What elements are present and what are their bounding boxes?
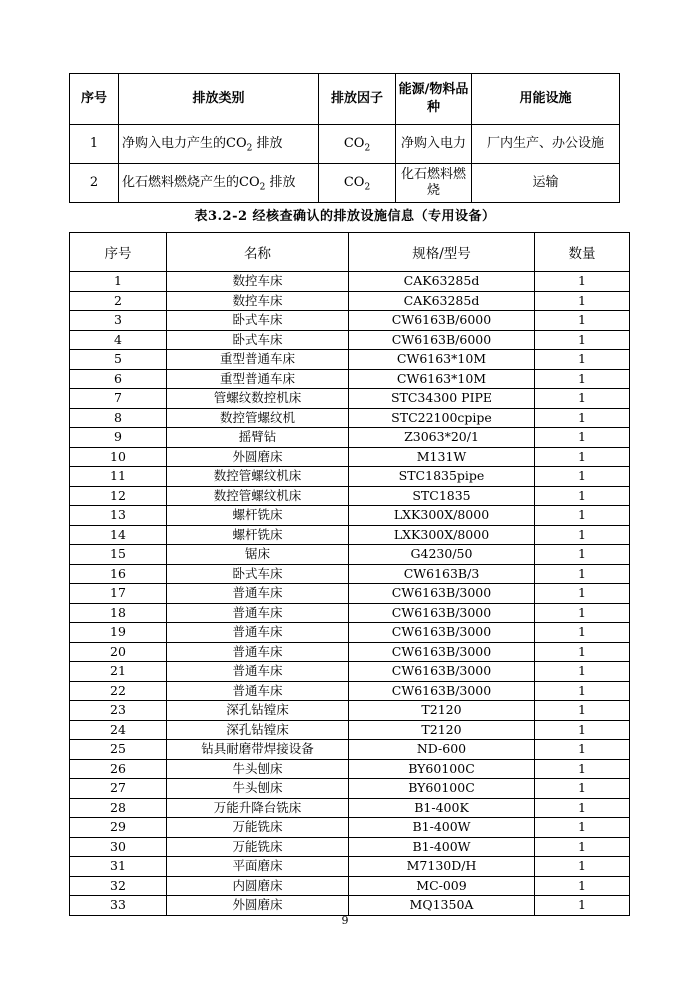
cell-no: 1 — [70, 125, 119, 164]
table-row — [70, 369, 630, 389]
cell-name: 重型普通车床 — [167, 350, 349, 370]
cell-quantity: 1 — [535, 642, 630, 662]
cell-name: 牛头刨床 — [167, 759, 349, 779]
cell-model: ND-600 — [349, 740, 535, 760]
cell-name: 普通车床 — [167, 662, 349, 682]
table-row — [70, 545, 630, 565]
cell-model: CW6163B/3000 — [349, 623, 535, 643]
cell-quantity: 1 — [535, 486, 630, 506]
cell-quantity: 1 — [535, 623, 630, 643]
cell-factor: $CO_2$ — [319, 164, 396, 203]
cell-quantity: 1 — [535, 408, 630, 428]
table-row — [70, 779, 630, 799]
cell-no: 27 — [70, 779, 167, 799]
cell-model: CW6163B/3000 — [349, 584, 535, 604]
cell-quantity: 1 — [535, 876, 630, 896]
cell-no: 32 — [70, 876, 167, 896]
cell-quantity: 1 — [535, 291, 630, 311]
cell-quantity: 1 — [535, 330, 630, 350]
cell-no: 17 — [70, 584, 167, 604]
cell-name: 深孔钻镗床 — [167, 701, 349, 721]
cell-name: 万能铣床 — [167, 818, 349, 838]
cell-model: CW6163B/3000 — [349, 642, 535, 662]
cell-name: 万能铣床 — [167, 837, 349, 857]
cell-no: 21 — [70, 662, 167, 682]
table-row — [70, 584, 630, 604]
cell-quantity: 1 — [535, 350, 630, 370]
cell-no: 5 — [70, 350, 167, 370]
table-row — [70, 896, 630, 916]
cell-quantity: 1 — [535, 272, 630, 292]
cell-quantity: 1 — [535, 311, 630, 331]
cell-name: 外圆磨床 — [167, 447, 349, 467]
cell-model: M131W — [349, 447, 535, 467]
table-row — [70, 291, 630, 311]
cell-quantity: 1 — [535, 428, 630, 448]
cell-quantity: 1 — [535, 545, 630, 565]
table-row — [70, 662, 630, 682]
cell-no: 1 — [70, 272, 167, 292]
cell-model: STC34300 PIPE — [349, 389, 535, 409]
cell-quantity: 1 — [535, 467, 630, 487]
cell-model: CW6163B/3000 — [349, 662, 535, 682]
cell-quantity: 1 — [535, 701, 630, 721]
table-row — [70, 125, 620, 164]
table-header-row — [70, 74, 620, 125]
cell-name: 万能升降台铣床 — [167, 798, 349, 818]
header-name: 名称 — [167, 233, 349, 272]
cell-no: 12 — [70, 486, 167, 506]
cell-name: 数控管螺纹机床 — [167, 486, 349, 506]
cell-name: 普通车床 — [167, 584, 349, 604]
cell-name: 钻具耐磨带焊接设备 — [167, 740, 349, 760]
cell-quantity: 1 — [535, 759, 630, 779]
cell-name: 管螺纹数控机床 — [167, 389, 349, 409]
cell-quantity: 1 — [535, 525, 630, 545]
table-row — [70, 272, 630, 292]
cell-quantity: 1 — [535, 584, 630, 604]
table-row — [70, 798, 630, 818]
table-row — [70, 857, 630, 877]
cell-no: 3 — [70, 311, 167, 331]
cell-quantity: 1 — [535, 720, 630, 740]
cell-model: STC1835 — [349, 486, 535, 506]
table-row — [70, 525, 630, 545]
cell-category: 化石燃料燃烧产生的$CO_2$ 排放 — [119, 164, 319, 203]
cell-name: 牛头刨床 — [167, 779, 349, 799]
cell-quantity: 1 — [535, 896, 630, 916]
header-factor: 排放因子 — [319, 74, 396, 125]
cell-no: 10 — [70, 447, 167, 467]
table-row — [70, 603, 630, 623]
cell-no: 24 — [70, 720, 167, 740]
cell-model: BY60100C — [349, 779, 535, 799]
table-row — [70, 876, 630, 896]
cell-quantity: 1 — [535, 662, 630, 682]
cell-model: CW6163*10M — [349, 369, 535, 389]
cell-model: B1-400W — [349, 818, 535, 838]
table-row — [70, 428, 630, 448]
cell-quantity: 1 — [535, 506, 630, 526]
cell-no: 25 — [70, 740, 167, 760]
table-row — [70, 164, 620, 203]
cell-no: 15 — [70, 545, 167, 565]
cell-model: CW6163B/6000 — [349, 311, 535, 331]
cell-model: CW6163B/3 — [349, 564, 535, 584]
cell-name: 深孔钻镗床 — [167, 720, 349, 740]
cell-quantity: 1 — [535, 389, 630, 409]
cell-model: M7130D/H — [349, 857, 535, 877]
cell-name: 平面磨床 — [167, 857, 349, 877]
table-row — [70, 740, 630, 760]
cell-name: 数控车床 — [167, 291, 349, 311]
cell-model: MQ1350A — [349, 896, 535, 916]
cell-quantity: 1 — [535, 857, 630, 877]
cell-no: 16 — [70, 564, 167, 584]
table-row — [70, 408, 630, 428]
cell-model: T2120 — [349, 720, 535, 740]
cell-quantity: 1 — [535, 369, 630, 389]
cell-quantity: 1 — [535, 798, 630, 818]
cell-no: 33 — [70, 896, 167, 916]
cell-quantity: 1 — [535, 681, 630, 701]
cell-model: Z3063*20/1 — [349, 428, 535, 448]
cell-name: 数控管螺纹机床 — [167, 467, 349, 487]
cell-name: 螺杆铣床 — [167, 506, 349, 526]
cell-quantity: 1 — [535, 740, 630, 760]
cell-model: LXK300X/8000 — [349, 506, 535, 526]
cell-name: 螺杆铣床 — [167, 525, 349, 545]
header-no: 序号 — [70, 233, 167, 272]
cell-quantity: 1 — [535, 779, 630, 799]
table-row — [70, 720, 630, 740]
cell-model: B1-400W — [349, 837, 535, 857]
cell-quantity: 1 — [535, 603, 630, 623]
table-caption: 表3.2-2 经核查确认的排放设施信息（专用设备） — [194, 209, 496, 224]
cell-model: LXK300X/8000 — [349, 525, 535, 545]
cell-model: STC22100cpipe — [349, 408, 535, 428]
table-row — [70, 759, 630, 779]
cell-model: CW6163*10M — [349, 350, 535, 370]
cell-no: 8 — [70, 408, 167, 428]
header-energy: 能源/物料品种 — [396, 74, 472, 125]
table-row — [70, 681, 630, 701]
table-row — [70, 642, 630, 662]
cell-quantity: 1 — [535, 818, 630, 838]
cell-no: 4 — [70, 330, 167, 350]
cell-no: 26 — [70, 759, 167, 779]
table-row — [70, 330, 630, 350]
table-row — [70, 447, 630, 467]
header-facility: 用能设施 — [472, 74, 620, 125]
cell-factor: $CO_2$ — [319, 125, 396, 164]
cell-no: 30 — [70, 837, 167, 857]
header-quantity: 数量 — [535, 233, 630, 272]
cell-name: 普通车床 — [167, 642, 349, 662]
header-no: 序号 — [70, 74, 119, 125]
cell-no: 13 — [70, 506, 167, 526]
cell-name: 数控管螺纹机 — [167, 408, 349, 428]
cell-category: 净购入电力产生的$CO_2$ 排放 — [119, 125, 319, 164]
cell-name: 卧式车床 — [167, 330, 349, 350]
table-row — [70, 506, 630, 526]
cell-quantity: 1 — [535, 837, 630, 857]
cell-name: 锯床 — [167, 545, 349, 565]
cell-model: B1-400K — [349, 798, 535, 818]
cell-name: 普通车床 — [167, 623, 349, 643]
cell-model: MC-009 — [349, 876, 535, 896]
cell-name: 重型普通车床 — [167, 369, 349, 389]
cell-no: 29 — [70, 818, 167, 838]
cell-name: 普通车床 — [167, 681, 349, 701]
header-model: 规格/型号 — [349, 233, 535, 272]
cell-model: CW6163B/3000 — [349, 681, 535, 701]
cell-model: CW6163B/6000 — [349, 330, 535, 350]
cell-name: 摇臂钻 — [167, 428, 349, 448]
cell-quantity: 1 — [535, 564, 630, 584]
table-row — [70, 564, 630, 584]
cell-model: STC1835pipe — [349, 467, 535, 487]
cell-no: 28 — [70, 798, 167, 818]
page-number: 9 — [341, 914, 349, 927]
cell-no: 23 — [70, 701, 167, 721]
table-header-row — [70, 233, 630, 272]
emission-category-table — [69, 73, 620, 203]
cell-name: 普通车床 — [167, 603, 349, 623]
cell-name: 外圆磨床 — [167, 896, 349, 916]
cell-no: 18 — [70, 603, 167, 623]
cell-no: 2 — [70, 164, 119, 203]
header-category: 排放类别 — [119, 74, 319, 125]
cell-energy: 化石燃料燃烧 — [396, 164, 472, 203]
table-row — [70, 623, 630, 643]
equipment-table — [69, 232, 630, 916]
cell-model: CAK63285d — [349, 291, 535, 311]
cell-energy: 净购入电力 — [396, 125, 472, 164]
cell-name: 数控车床 — [167, 272, 349, 292]
cell-facility: 运输 — [472, 164, 620, 203]
table-row — [70, 818, 630, 838]
cell-name: 卧式车床 — [167, 564, 349, 584]
cell-no: 20 — [70, 642, 167, 662]
cell-no: 11 — [70, 467, 167, 487]
cell-model: T2120 — [349, 701, 535, 721]
cell-no: 22 — [70, 681, 167, 701]
table-row — [70, 311, 630, 331]
cell-model: CAK63285d — [349, 272, 535, 292]
cell-model: BY60100C — [349, 759, 535, 779]
cell-quantity: 1 — [535, 447, 630, 467]
cell-no: 6 — [70, 369, 167, 389]
table-row — [70, 467, 630, 487]
table-row — [70, 837, 630, 857]
table-row — [70, 486, 630, 506]
cell-no: 31 — [70, 857, 167, 877]
cell-no: 9 — [70, 428, 167, 448]
cell-name: 卧式车床 — [167, 311, 349, 331]
table-row — [70, 389, 630, 409]
cell-name: 内圆磨床 — [167, 876, 349, 896]
cell-facility: 厂内生产、办公设施 — [472, 125, 620, 164]
cell-model: G4230/50 — [349, 545, 535, 565]
cell-no: 14 — [70, 525, 167, 545]
table-row — [70, 701, 630, 721]
cell-model: CW6163B/3000 — [349, 603, 535, 623]
cell-no: 7 — [70, 389, 167, 409]
cell-no: 2 — [70, 291, 167, 311]
table-row — [70, 350, 630, 370]
cell-no: 19 — [70, 623, 167, 643]
